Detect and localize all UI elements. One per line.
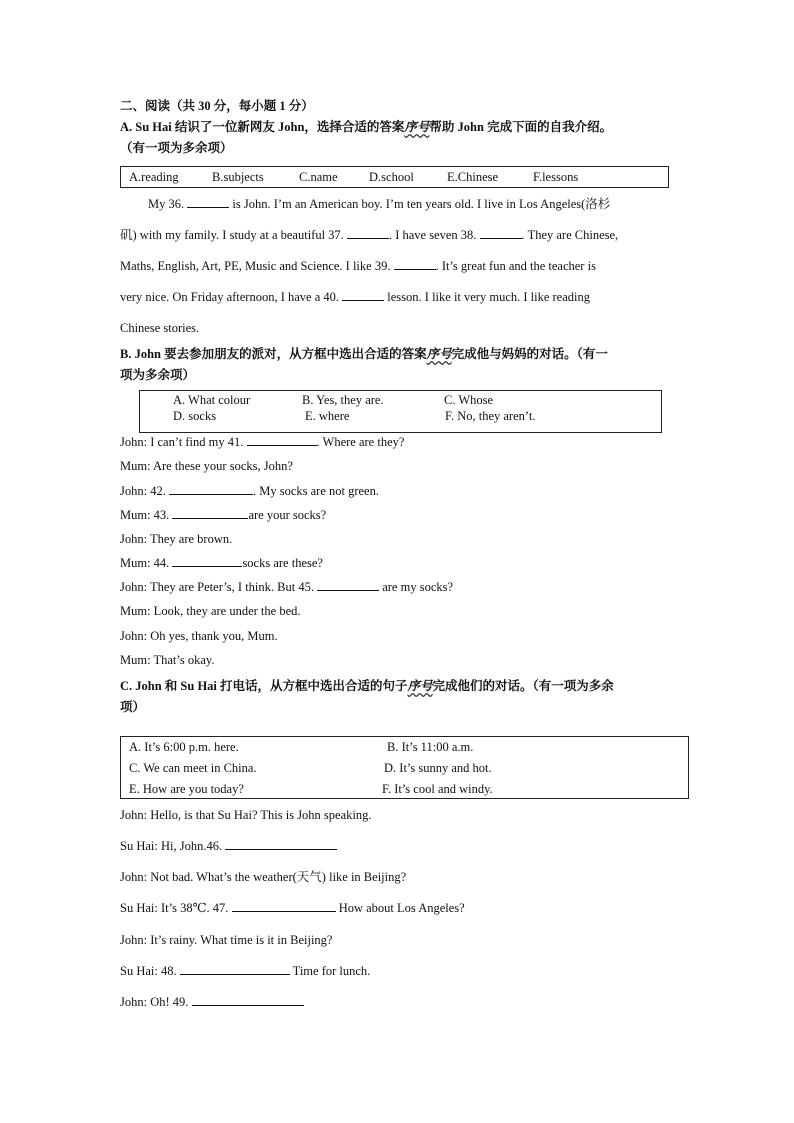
section-title: 二、阅读（共 30 分，每小题 1 分） — [120, 99, 314, 113]
option-a: A.reading — [129, 170, 179, 184]
passage-line-5: Chinese stories. — [120, 321, 200, 335]
dialogue-c-line-2: Su Hai: Hi, John.46. — [120, 838, 337, 854]
dialogue-b-line-5: John: They are brown. — [120, 532, 233, 546]
blank-38[interactable] — [480, 227, 522, 239]
blank-48[interactable] — [180, 963, 290, 975]
blank-47[interactable] — [232, 900, 336, 912]
dialogue-b-line-1: John: I can’t find my 41. . Where are they? — [120, 435, 405, 449]
part-b-option-box — [139, 390, 662, 433]
part-a-heading: A. Su Hai 结识了一位新网友 John，选择合适的答案序号帮助 John 完成下面的自我介绍。 — [120, 120, 613, 134]
option-b: B. It’s 11:00 a.m. — [387, 740, 474, 754]
dialogue-b-line-6: Mum: 44. socks are these? — [120, 556, 323, 570]
passage-line-2: 矶) with my family. I study at a beautiful 37. . I have seven 38. . They are Chinese, — [120, 228, 619, 242]
blank-42[interactable] — [169, 483, 253, 495]
blank-45[interactable] — [317, 579, 379, 591]
option-a: A. It’s 6:00 p.m. here. — [129, 740, 239, 754]
option-c: C. Whose — [444, 393, 494, 407]
option-d: D. socks — [173, 409, 217, 423]
dialogue-b-line-8: Mum: Look, they are under the bed. — [120, 604, 301, 618]
passage-line-3: Maths, English, Art, PE, Music and Science. I like 39. . It’s great fun and the teacher is — [120, 259, 596, 273]
blank-36[interactable] — [187, 196, 229, 208]
part-b-heading: B. John 要去参加朋友的派对，从方框中选出合适的答案序号完成他与妈妈的对话。（有一 — [120, 347, 608, 361]
dialogue-b-line-10: Mum: That’s okay. — [120, 653, 215, 667]
blank-41[interactable] — [247, 434, 317, 446]
dialogue-c-line-5: John: It’s rainy. What time is it in Beijing? — [120, 933, 333, 947]
dialogue-b-line-7: John: They are Peter’s, I think. But 45. are my socks? — [120, 580, 454, 594]
dialogue-c-line-1: John: Hello, is that Su Hai? This is John speaking. — [120, 808, 372, 822]
blank-37[interactable] — [347, 227, 389, 239]
dialogue-c-line-4: Su Hai: It’s 38℃. 47. How about Los Angeles? — [120, 901, 465, 915]
dialogue-c-line-6: Su Hai: 48. Time for lunch. — [120, 964, 371, 978]
option-e: E. where — [305, 409, 350, 423]
dialogue-b-line-2: Mum: Are these your socks, John? — [120, 459, 293, 473]
part-a-heading-line2: （有一项为多余项） — [120, 141, 233, 155]
blank-40[interactable] — [342, 289, 384, 301]
dialogue-c-line-3: John: Not bad. What’s the weather(天气) like in Beijing? — [120, 870, 407, 884]
part-c-heading-line2: 项） — [120, 700, 146, 714]
option-f: F. No, they aren’t. — [445, 409, 536, 423]
blank-46[interactable] — [225, 838, 337, 850]
dialogue-b-line-4: Mum: 43. are your socks? — [120, 508, 327, 522]
dialogue-b-line-9: John: Oh yes, thank you, Mum. — [120, 629, 278, 643]
passage-line-4: very nice. On Friday afternoon, I have a 40. lesson. I like it very much. I like reading — [120, 290, 591, 304]
blank-43[interactable] — [172, 507, 248, 519]
option-c: C. We can meet in China. — [129, 761, 257, 775]
part-c-option-box — [120, 736, 689, 799]
option-f: F.lessons — [533, 170, 579, 184]
option-e: E.Chinese — [447, 170, 499, 184]
passage-line-1: My 36. is John. I’m an American boy. I’m ten years old. I live in Los Angeles(洛杉 — [148, 197, 611, 211]
part-c-heading: C. John 和 Su Hai 打电话，从方框中选出合适的句子序号完成他们的对话。（有一项为多余 — [120, 679, 614, 693]
option-d: D.school — [369, 170, 414, 184]
option-a: A. What colour — [173, 393, 251, 407]
dialogue-b-line-3: John: 42. . My socks are not green. — [120, 484, 379, 498]
option-e: E. How are you today? — [129, 782, 244, 796]
option-f: F. It’s cool and windy. — [382, 782, 493, 796]
dialogue-c-line-7: John: Oh! 49. — [120, 994, 304, 1010]
blank-49[interactable] — [192, 994, 304, 1006]
blank-39[interactable] — [394, 258, 436, 270]
part-b-heading-line2: 项为多余项） — [120, 368, 196, 382]
blank-44[interactable] — [172, 555, 242, 567]
option-b: B. Yes, they are. — [302, 393, 384, 407]
option-c: C.name — [299, 170, 338, 184]
option-d: D. It’s sunny and hot. — [384, 761, 492, 775]
option-b: B.subjects — [212, 170, 264, 184]
part-a-option-box — [120, 166, 669, 188]
